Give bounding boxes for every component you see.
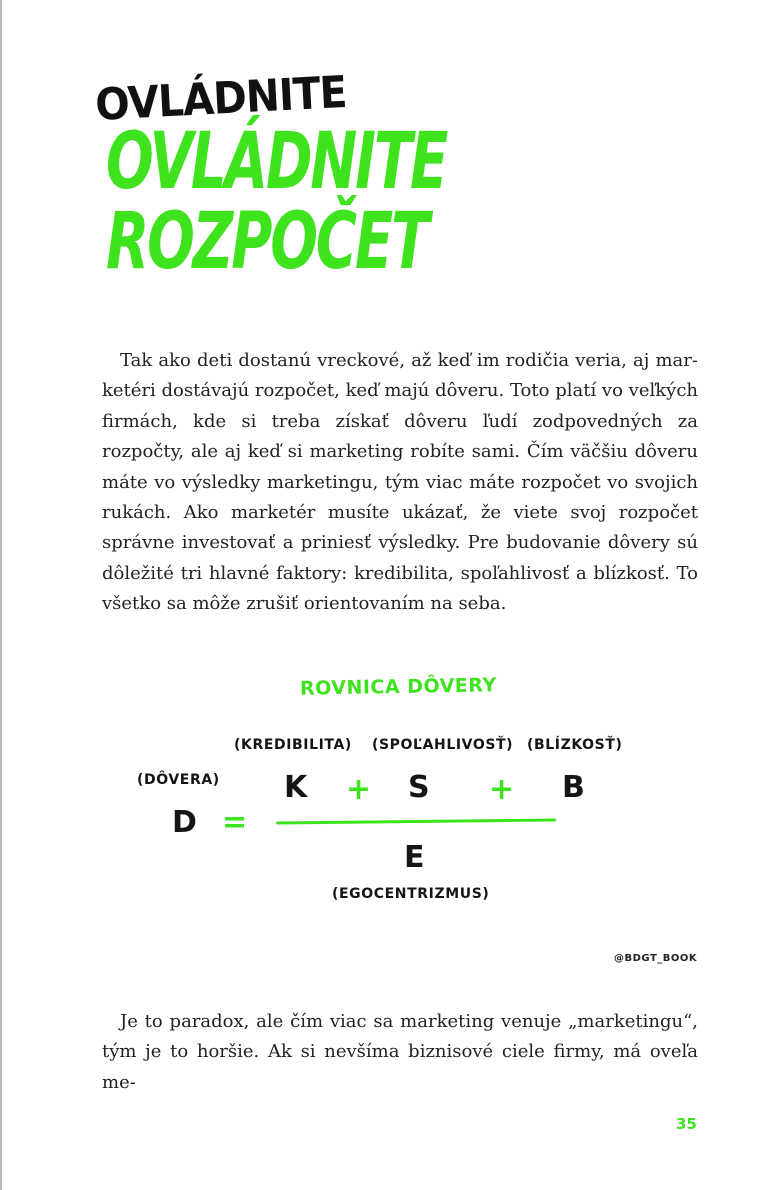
paragraph-1: Tak ako deti dostanú vreckové, až keď im rodičia veria, aj marketéri dostávajú rozpočet, keď majú dôveru. Toto platí vo veľkých firmách, kde si treba získať dôveru ľudí zodpovedných za rozpočty, ale aj keď si marketing robíte sami. Čím väčšiu dôveru máte vo výsledky marketingu, tým viac máte rozpočet vo svojich rukách. Ako marketér musíte ukázať, že viete svoj rozpočet správne investovať a priniesť výsledky. Pre budovanie dôvery sú dôležité tri hlavné faktory: kredibilita, spoľahlivosť a blízkosť. To všetko sa môže zrušiť orientovaním na seba. (102, 350, 698, 615)
b-symbol: B (562, 770, 585, 805)
d-symbol: D (172, 805, 197, 840)
e-symbol: E (404, 840, 425, 875)
paragraph-2: Je to paradox, ale čím viac sa marketing venuje „marketingu“, tým je to horšie. Ak si nevšíma biznisové ciele firmy, má oveľa me- (102, 1011, 698, 1093)
e-label: (EGOCENTRIZMUS) (332, 886, 490, 902)
b-label: (BLÍZKOSŤ) (527, 737, 623, 753)
formula-title: ROVNICA DÔVERY (299, 674, 497, 700)
s-symbol: S (408, 770, 430, 805)
heading-handwritten-overlay: OVLÁDNITE (94, 66, 348, 131)
k-symbol: K (284, 770, 308, 805)
heading-line-1: OVLÁDNITE (106, 117, 447, 207)
plus-sign-1: + (346, 772, 372, 807)
plus-sign-2: + (489, 772, 515, 807)
page-edge (0, 0, 2, 1190)
equals-sign: = (222, 805, 248, 840)
social-handle: @BDGT_BOOK (614, 953, 698, 964)
heading-line-2: ROZPOČET (106, 197, 428, 287)
s-label: (SPOĽAHLIVOSŤ) (372, 737, 514, 753)
k-label: (KREDIBILITA) (234, 737, 352, 753)
chapter-heading (94, 66, 447, 290)
fraction-line (276, 819, 556, 825)
page-number: 35 (676, 1115, 697, 1133)
d-label: (DÔVERA) (137, 772, 220, 788)
